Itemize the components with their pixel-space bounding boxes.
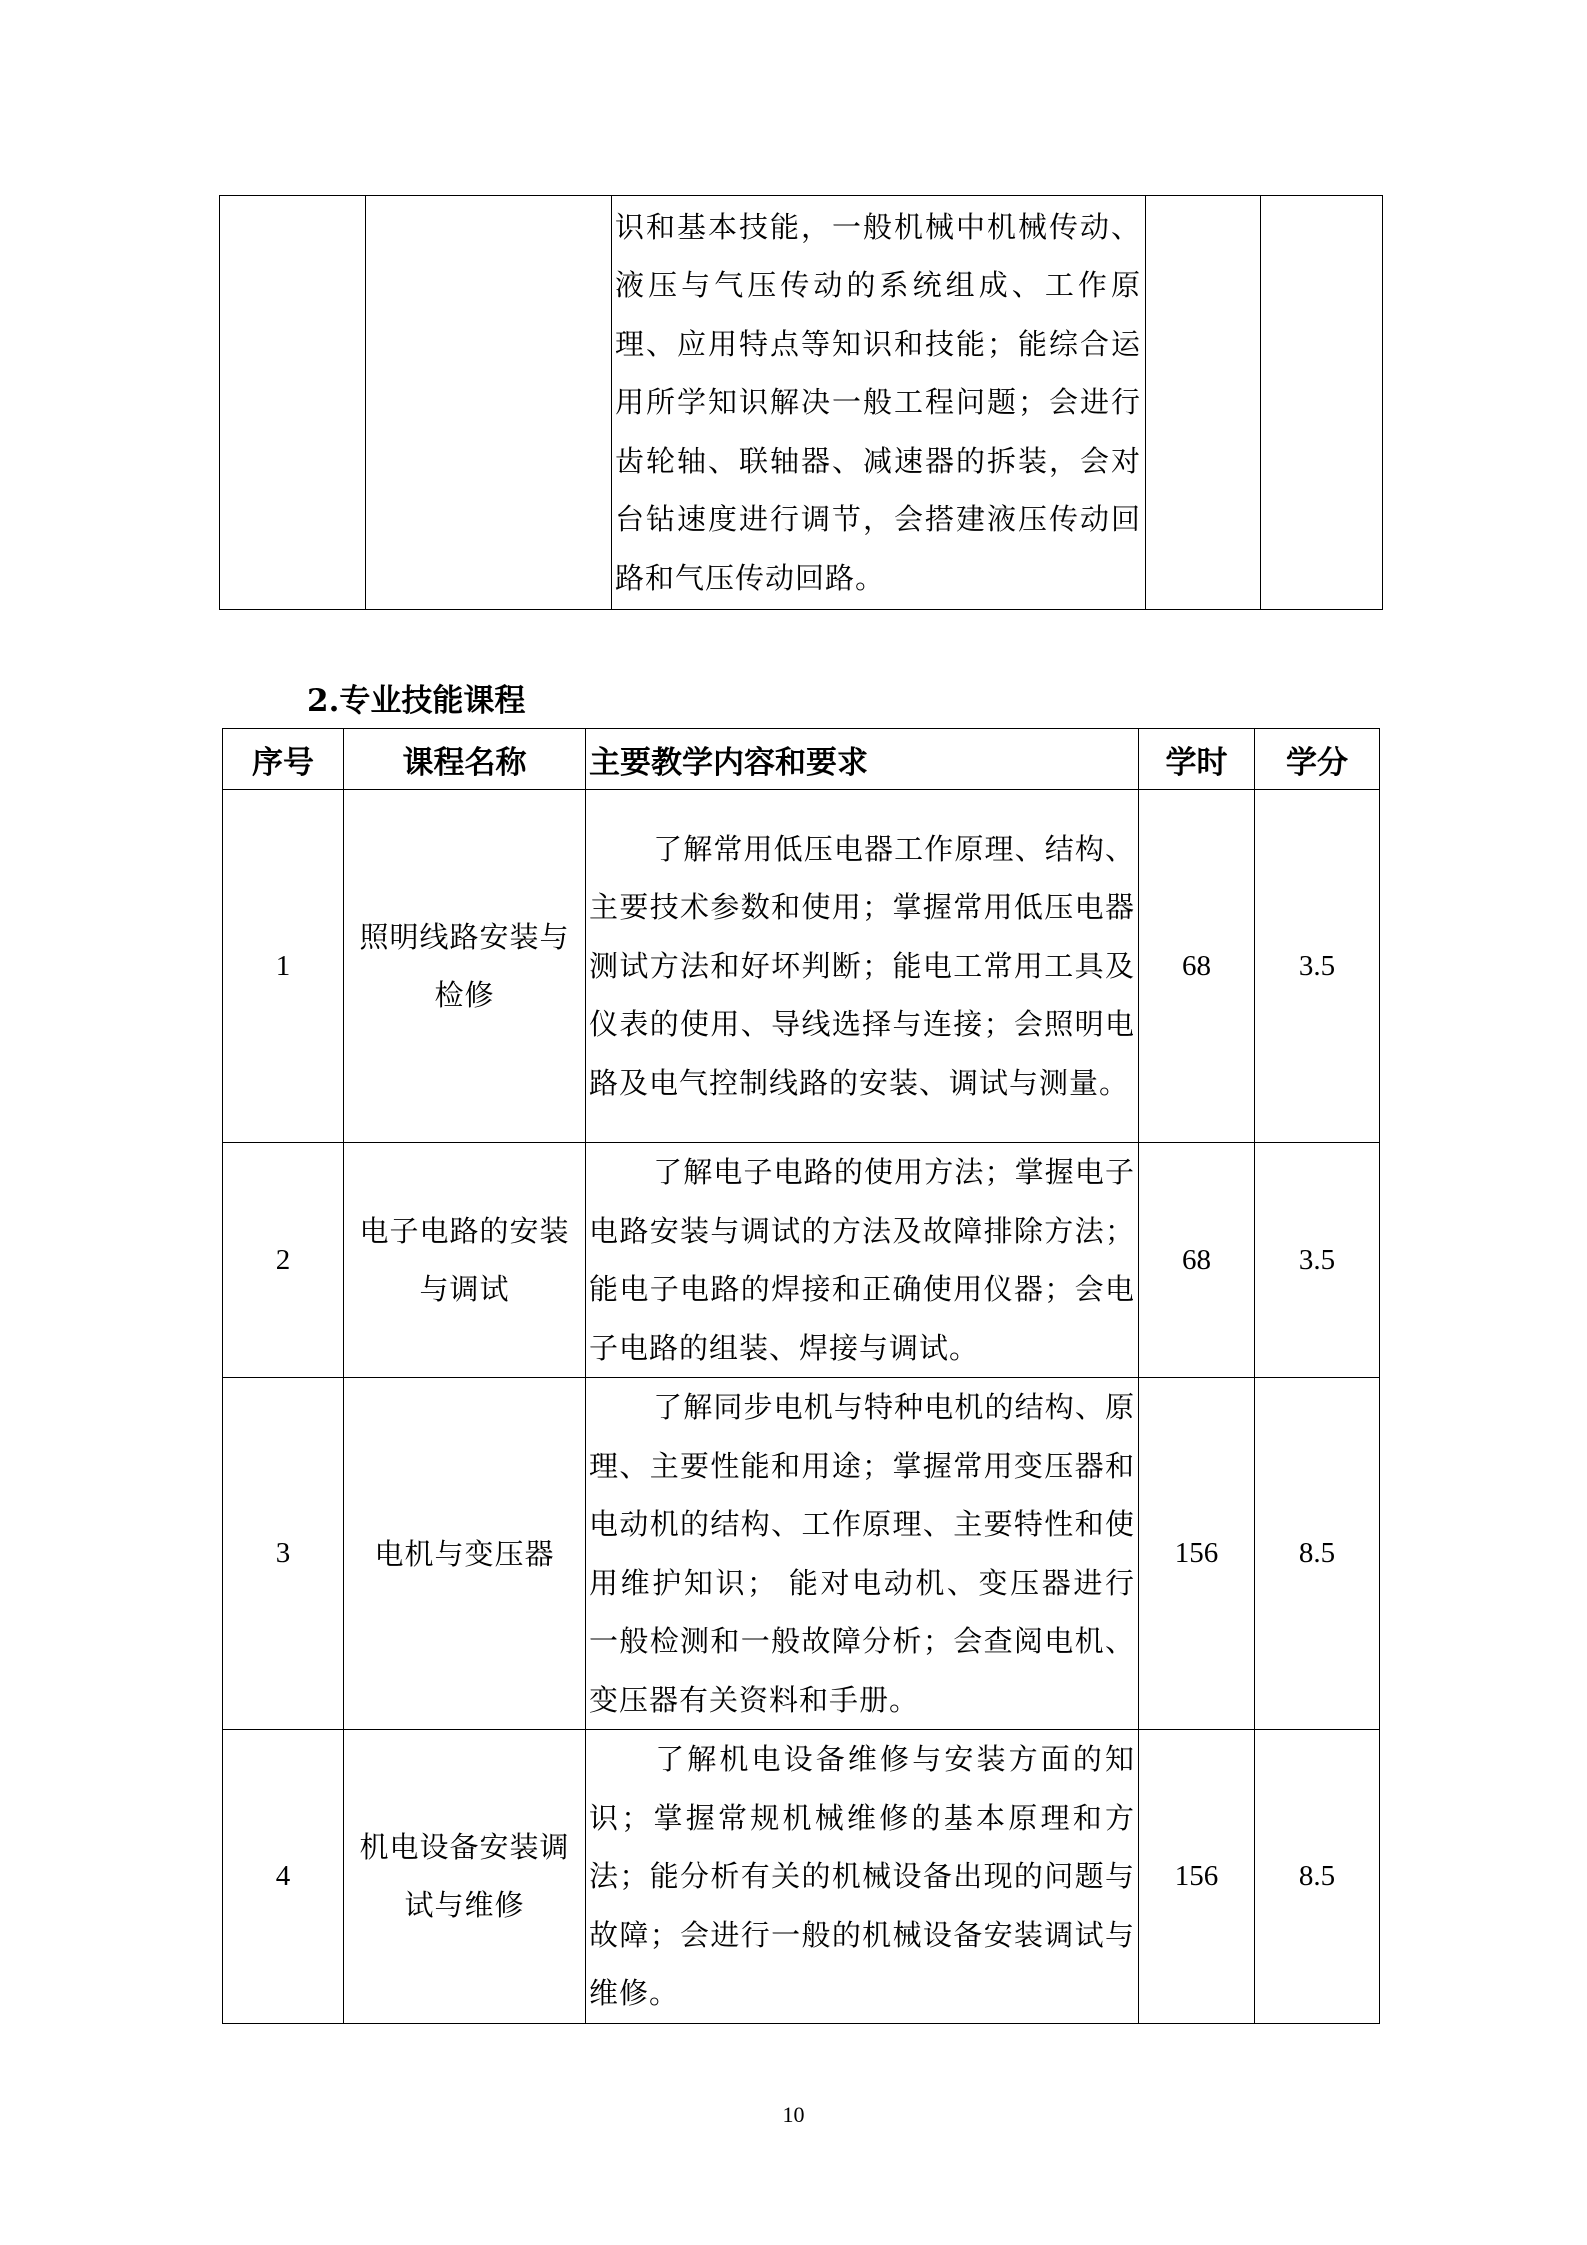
- row-course-name: 电子电路的安装与调试: [344, 1143, 586, 1378]
- index-cell: [220, 196, 366, 610]
- table-row: [223, 1730, 1380, 2024]
- credits-cell: [1261, 196, 1383, 610]
- row-hours: 68: [1139, 1143, 1255, 1378]
- continued-course-table: [219, 195, 1383, 610]
- table-row: [220, 196, 1383, 610]
- row-course-name: 电机与变压器: [344, 1378, 586, 1730]
- row-content: 了解同步电机与特种电机的结构、原理、主要性能和用途；掌握常用变压器和电动机的结构、工作原理、主要特性和使用维护知识； 能对电动机、变压器进行一般检测和一般故障分析；会查阅电机、变压器有关资料和手册。: [586, 1378, 1139, 1730]
- row-course-name: 机电设备安装调试与维修: [344, 1730, 586, 2024]
- row-hours: 156: [1139, 1378, 1255, 1730]
- row-content: 了解常用低压电器工作原理、结构、主要技术参数和使用；掌握常用低压电器测试方法和好坏判断；能电工常用工具及仪表的使用、导线选择与连接；会照明电路及电气控制线路的安装、调试与测量。: [586, 790, 1139, 1143]
- name-cell: [366, 196, 612, 610]
- row-hours: 68: [1139, 790, 1255, 1143]
- row-index: 2: [223, 1143, 344, 1378]
- hours-cell: [1146, 196, 1261, 610]
- row-credits: 8.5: [1255, 1730, 1380, 2024]
- row-credits: 3.5: [1255, 1143, 1380, 1378]
- content-cell: 识和基本技能，一般机械中机械传动、液压与气压传动的系统组成、工作原理、应用特点等知识和技能；能综合运用所学知识解决一般工程问题；会进行齿轮轴、联轴器、减速器的拆装，会对台钻速度进行调节，会搭建液压传动回路和气压传动回路。: [612, 196, 1146, 610]
- row-index: 1: [223, 790, 344, 1143]
- table-header-row: [223, 729, 1380, 790]
- row-content: 了解电子电路的使用方法；掌握电子电路安装与调试的方法及故障排除方法；能电子电路的焊接和正确使用仪器；会电子电路的组装、焊接与调试。: [586, 1143, 1139, 1378]
- header-course-name: 课程名称: [344, 729, 586, 790]
- table-row: [223, 790, 1380, 1143]
- row-index: 3: [223, 1378, 344, 1730]
- row-credits: 3.5: [1255, 790, 1380, 1143]
- table-row: [223, 1143, 1380, 1378]
- header-hours: 学时: [1139, 729, 1255, 790]
- header-content: 主要教学内容和要求: [586, 729, 1139, 790]
- professional-skills-course-table: [222, 728, 1380, 2024]
- header-credits: 学分: [1255, 729, 1380, 790]
- page-number: 10: [782, 2102, 805, 2127]
- header-index: 序号: [223, 729, 344, 790]
- row-course-name: 照明线路安装与检修: [344, 790, 586, 1143]
- row-hours: 156: [1139, 1730, 1255, 2024]
- row-index: 4: [223, 1730, 344, 2024]
- table-row: [223, 1378, 1380, 1730]
- row-credits: 8.5: [1255, 1378, 1380, 1730]
- row-content: 了解机电设备维修与安装方面的知识；掌握常规机械维修的基本原理和方法；能分析有关的机械设备出现的问题与故障；会进行一般的机械设备安装调试与维修。: [586, 1730, 1139, 2024]
- section-heading: 2.专业技能课程: [307, 683, 526, 719]
